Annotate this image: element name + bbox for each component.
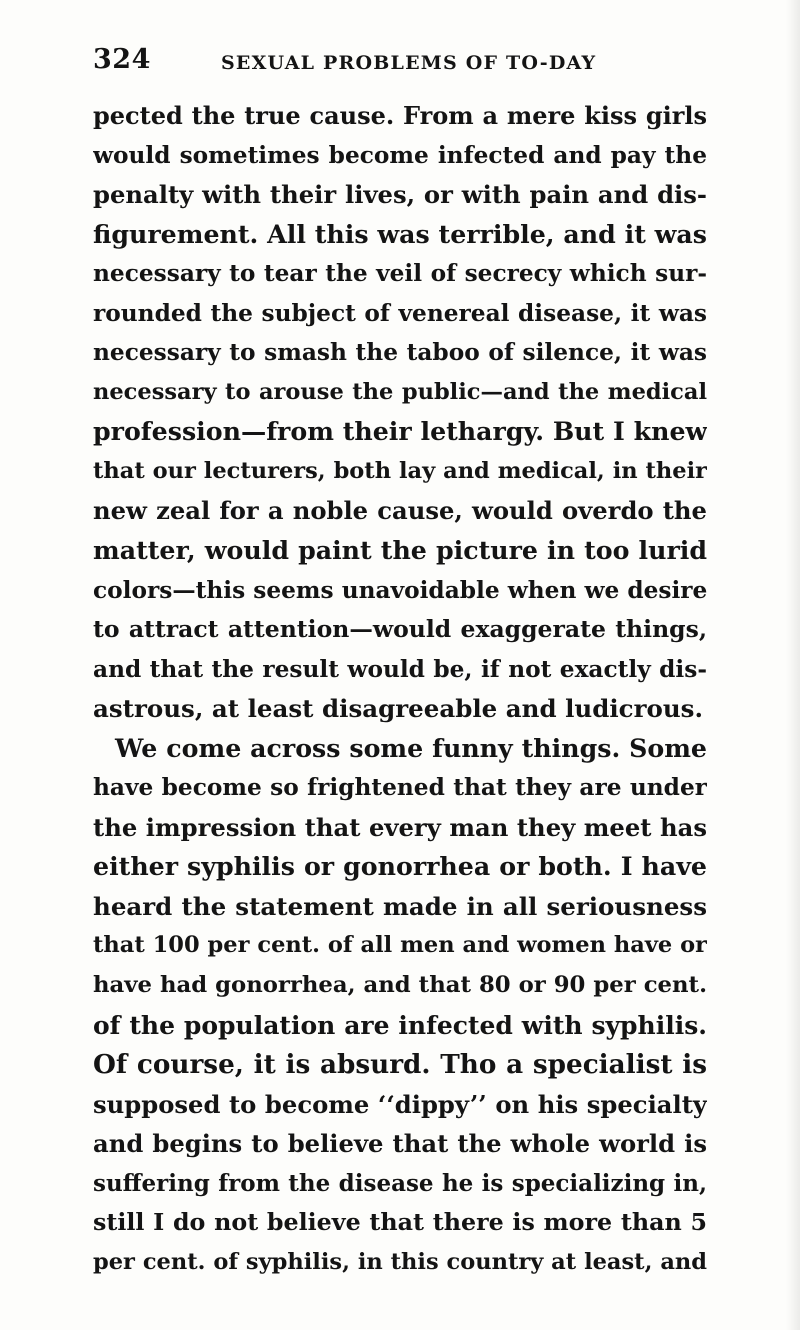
- text-line: would sometimes become infected and pay the: [93, 141, 707, 169]
- text-line: have become so frightened that they are under: [93, 774, 707, 802]
- body-text: [93, 96, 707, 1282]
- text-line: either syphilis or gonorrhea or both. I have: [93, 851, 707, 882]
- text-line: still I do not believe that there is more than 5: [93, 1208, 707, 1237]
- text-line: heard the statement made in all seriousness: [93, 891, 707, 921]
- text-line: that 100 per cent. of all men and women have or: [93, 932, 707, 959]
- text-line: rounded the subject of venereal disease, it was: [93, 299, 707, 327]
- text-line: penalty with their lives, or with pain and dis-: [93, 180, 707, 210]
- page-number: 324: [93, 44, 151, 75]
- running-head: SEXUAL PROBLEMS OF TO-DAY: [221, 52, 597, 74]
- text-line: suffering from the disease he is specializing in,: [93, 1169, 707, 1197]
- text-line: profession—from their lethargy. But I knew: [93, 416, 707, 447]
- paragraph-start-line: We come across some funny things. Some: [115, 732, 707, 763]
- text-line: have had gonorrhea, and that 80 or 90 per cent.: [93, 972, 707, 999]
- text-line: matter, would paint the picture in too lurid: [93, 535, 707, 566]
- text-line: and begins to believe that the whole world is: [93, 1129, 707, 1159]
- text-line: pected the true cause. From a mere kiss girls: [93, 101, 707, 130]
- text-line: that our lecturers, both lay and medical, in their: [93, 457, 707, 484]
- text-line: new zeal for a noble cause, would overdo the: [93, 496, 707, 526]
- text-line: supposed to become ‘‘dippy’’ on his specialty: [93, 1089, 707, 1119]
- text-line: necessary to smash the taboo of silence, it was: [93, 339, 707, 367]
- text-line: to attract attention—would exaggerate things,: [93, 615, 707, 644]
- text-line: of the population are infected with syphilis.: [93, 1010, 707, 1040]
- page-edge-shadow: [786, 0, 800, 1330]
- text-line: necessary to arouse the public—and the medical: [93, 378, 707, 405]
- text-line: Of course, it is absurd. Tho a specialist is: [93, 1049, 707, 1081]
- text-line: the impression that every man they meet has: [93, 812, 707, 842]
- text-line: necessary to tear the veil of secrecy which sur-: [93, 260, 707, 288]
- text-line: and that the result would be, if not exactly dis-: [93, 655, 707, 683]
- text-line: figurement. All this was terrible, and it was: [93, 218, 707, 249]
- paragraph-end-line: astrous, at least disagreeable and ludicrous.: [93, 694, 703, 724]
- text-line: colors—this seems unavoidable when we desire: [93, 576, 707, 604]
- text-line: per cent. of syphilis, in this country at least, and: [93, 1248, 707, 1275]
- page-header: [93, 44, 705, 88]
